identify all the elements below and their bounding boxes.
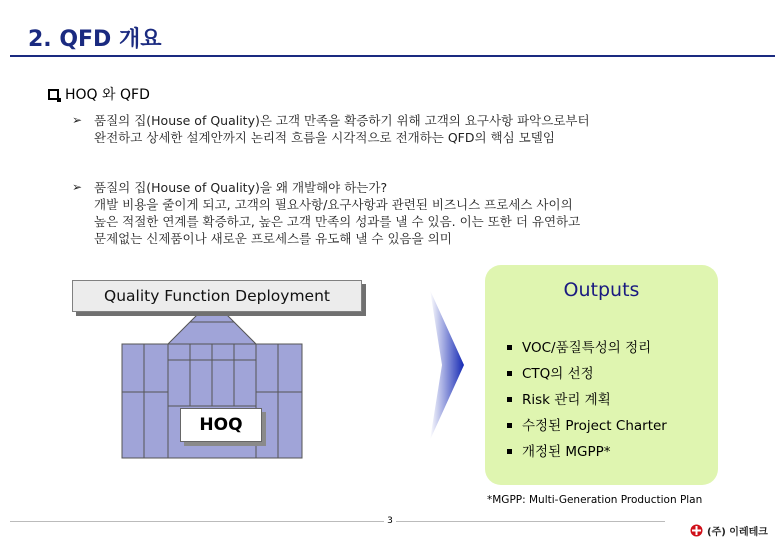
hoq-customer-requirements <box>122 344 168 458</box>
footer-rule <box>10 521 665 522</box>
hoq-competitive-assessment <box>256 344 302 458</box>
slide-title: 2. QFD 개요 <box>28 27 162 52</box>
logo-text: (주) 이레테크 <box>707 527 768 538</box>
checkbox-bullet-icon <box>48 89 59 100</box>
bullet-line: 품질의 집(House of Quality)을 왜 개발해야 하는가? <box>94 180 388 195</box>
page-number: 3 <box>384 516 396 532</box>
bullet-line: 높은 적절한 연계를 확증하고, 높은 고객 만족의 성과를 낼 수 있음. 이는 또한 더 유연하고 <box>94 214 581 229</box>
footnote: *MGPP: Multi-Generation Production Plan <box>487 494 703 506</box>
bullet-hoq-definition <box>72 112 752 146</box>
logo-mark-icon <box>690 524 703 537</box>
company-logo <box>690 523 768 538</box>
output-item: Risk 관리 계획 <box>507 390 667 416</box>
arrow-bullet-icon: ➢ <box>72 180 83 194</box>
hoq-label: HOQ <box>180 408 262 442</box>
bullet-line: 문제없는 신제품이나 새로운 프로세스를 유도해 낼 수 있음을 의미 <box>94 231 452 246</box>
bullet-line: 완전하고 상세한 설계안까지 논리적 흐름을 시각적으로 전개하는 QFD의 핵심 모델임 <box>94 130 555 145</box>
title-rule <box>10 55 775 57</box>
section-heading-text: HOQ 와 QFD <box>65 87 150 103</box>
outputs-title: Outputs <box>563 279 640 301</box>
house-of-quality-diagram <box>120 296 310 476</box>
output-item: 개정된 MGPP* <box>507 442 667 468</box>
output-item: VOC/품질특성의 정리 <box>507 338 667 364</box>
square-bullet-icon <box>507 423 512 428</box>
output-item: CTQ의 선정 <box>507 364 667 390</box>
square-bullet-icon <box>507 345 512 350</box>
square-bullet-icon <box>507 397 512 402</box>
flow-arrow-icon <box>424 290 468 440</box>
bullet-line: 개발 비용을 줄이게 되고, 고객의 필요사항/요구사항과 관련된 비즈니스 프로세스 사이의 <box>94 197 573 212</box>
output-item: 수정된 Project Charter <box>507 416 667 442</box>
bullet-hoq-purpose <box>72 179 752 247</box>
outputs-panel <box>485 265 718 485</box>
square-bullet-icon <box>507 449 512 454</box>
qfd-label: Quality Function Deployment <box>72 280 362 312</box>
section-heading <box>48 84 150 104</box>
arrow-bullet-icon: ➢ <box>72 113 83 127</box>
bullet-line: 품질의 집(House of Quality)은 고객 만족을 확증하기 위해 고객의 요구사항 파악으로부터 <box>94 113 590 128</box>
square-bullet-icon <box>507 371 512 376</box>
outputs-list <box>507 338 667 468</box>
